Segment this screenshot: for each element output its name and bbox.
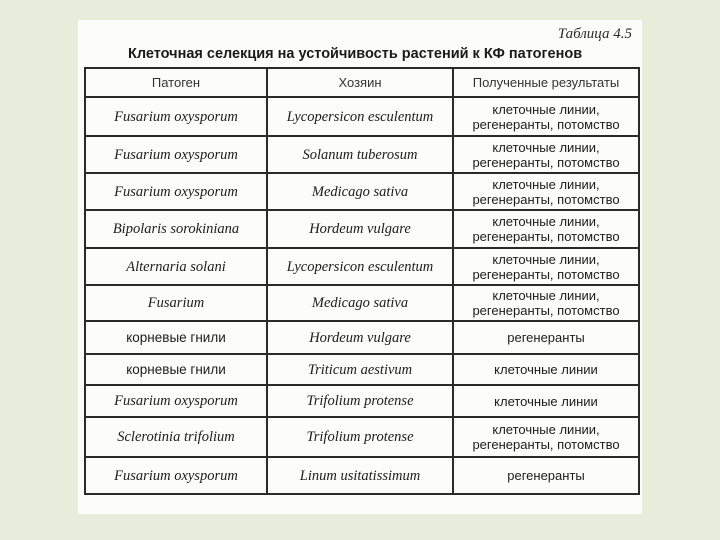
header-pathogen: Патоген (85, 68, 267, 97)
header-results: Полученные результаты (453, 68, 639, 97)
pathogen-cell: Fusarium oxysporum (85, 136, 267, 173)
result-cell: регенеранты (453, 457, 639, 494)
pathogen-cell: Bipolaris sorokiniana (85, 210, 267, 248)
table-row (85, 354, 639, 385)
result-cell: клеточные линии (453, 354, 639, 385)
table-row (85, 457, 639, 494)
host-cell: Medicago sativa (267, 173, 453, 210)
table-row (85, 385, 639, 417)
table-row (85, 417, 639, 457)
host-cell: Medicago sativa (267, 285, 453, 321)
result-cell: клеточные линии, регенеранты, потомство (453, 210, 639, 248)
pathogen-cell: корневые гнили (85, 321, 267, 354)
pathogen-cell: корневые гнили (85, 354, 267, 385)
table-header-row (85, 68, 639, 97)
table-row (85, 210, 639, 248)
pathogen-cell: Alternaria solani (85, 248, 267, 285)
document-page (78, 20, 642, 514)
pathogen-cell: Fusarium oxysporum (85, 173, 267, 210)
host-cell: Linum usitatissimum (267, 457, 453, 494)
host-cell: Hordeum vulgare (267, 321, 453, 354)
result-cell: регенеранты (453, 321, 639, 354)
host-cell: Lycopersicon esculentum (267, 248, 453, 285)
table-row (85, 248, 639, 285)
pathogen-cell: Sclerotinia trifolium (85, 417, 267, 457)
host-cell: Trifolium protense (267, 417, 453, 457)
pathogen-cell: Fusarium (85, 285, 267, 321)
pathogen-cell: Fusarium oxysporum (85, 457, 267, 494)
result-cell: клеточные линии, регенеранты, потомство (453, 417, 639, 457)
result-cell: клеточные линии (453, 385, 639, 417)
results-table (84, 67, 640, 495)
table-row (85, 97, 639, 136)
table-number: Таблица 4.5 (557, 26, 632, 42)
result-cell: клеточные линии, регенеранты, потомство (453, 97, 639, 136)
table-row (85, 285, 639, 321)
host-cell: Hordeum vulgare (267, 210, 453, 248)
host-cell: Trifolium protense (267, 385, 453, 417)
table-title: Клеточная селекция на устойчивость растений к КФ патогенов (128, 46, 583, 62)
pathogen-cell: Fusarium oxysporum (85, 385, 267, 417)
host-cell: Lycopersicon esculentum (267, 97, 453, 136)
table-row (85, 173, 639, 210)
result-cell: клеточные линии, регенеранты, потомство (453, 173, 639, 210)
host-cell: Triticum aestivum (267, 354, 453, 385)
header-host: Хозяин (267, 68, 453, 97)
result-cell: клеточные линии, регенеранты, потомство (453, 136, 639, 173)
result-cell: клеточные линии, регенеранты, потомство (453, 248, 639, 285)
host-cell: Solanum tuberosum (267, 136, 453, 173)
result-cell: клеточные линии, регенеранты, потомство (453, 285, 639, 321)
table-row (85, 321, 639, 354)
table-row (85, 136, 639, 173)
pathogen-cell: Fusarium oxysporum (85, 97, 267, 136)
